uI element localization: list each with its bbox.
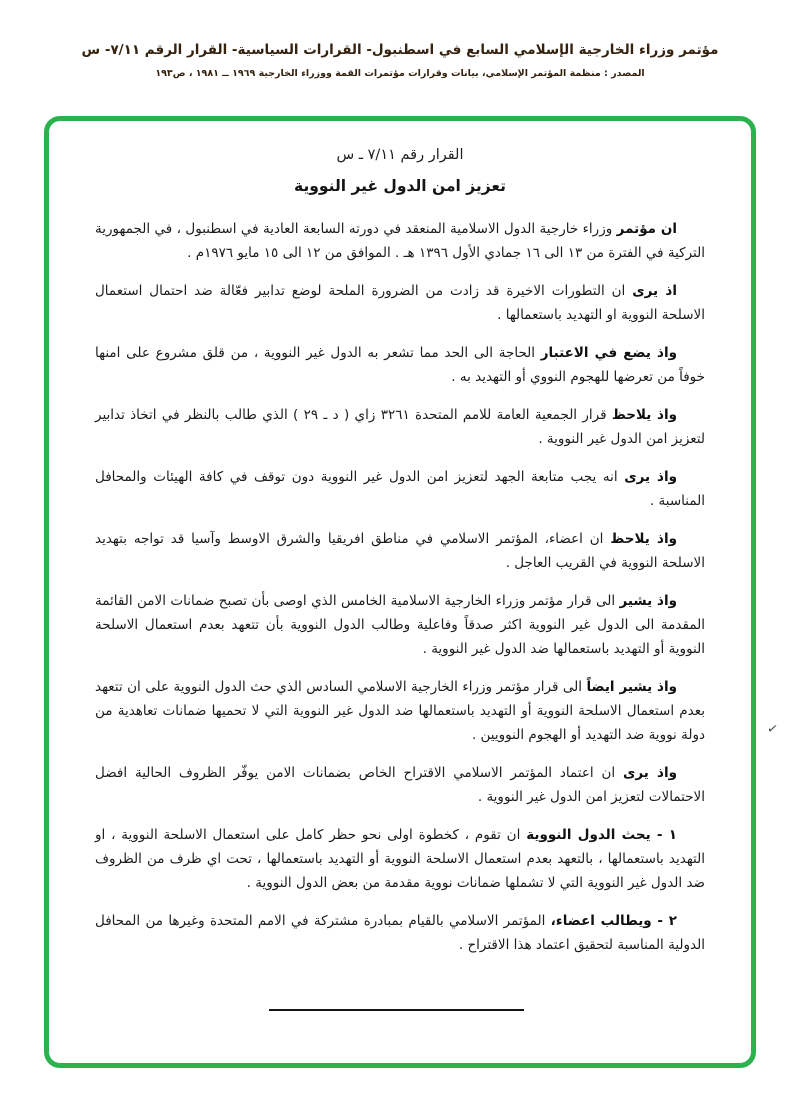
paragraph-clause <box>95 279 705 327</box>
document-body <box>95 147 705 971</box>
margin-check-mark: ✓ <box>765 721 780 738</box>
paragraph-text: ان تقوم ، كخطوة اولى نحو حظر كامل على استعمال الاسلحة النووية ، او التهديد باستعمالها ، بالتعهد بعدم استعمال الاسلحة النووية أو التهديد باستعمالها ، تحت اي ظرف من الظروف ضد الدول غير النووية التي لا تشملها ضمانات نووية مقدمة من بعض الدول النووية . <box>95 827 705 891</box>
end-divider-line <box>269 1009 524 1011</box>
document-header <box>60 40 740 79</box>
paragraph-clause <box>95 403 705 451</box>
paragraph-lead: واذ يضع في الاعتبار <box>540 345 677 361</box>
header-source-line: المصدر : منظمة المؤتمر الإسلامي، بيانات وقرارات مؤتمرات القمة ووزراء الخارجية ١٩٦٩ ــ ١٩٨١ ، ص١٩٣ <box>155 68 645 79</box>
paragraph-lead: واذ يرى <box>622 765 677 781</box>
paragraph-clause <box>95 527 705 575</box>
paragraph-preamble <box>95 217 705 265</box>
paragraph-lead: واذ يلاحظ <box>610 531 677 547</box>
paragraph-text: ان اعضاء، المؤتمر الاسلامي في مناطق افريقيا والشرق الاوسط وآسيا قد تواجه بتهديد الاسلحة النووية في القريب العاجل . <box>95 531 705 571</box>
paragraph-lead: ان مؤتمر <box>616 221 677 237</box>
paragraph-text: ان التطورات الاخيرة قد زادت من الضرورة الملحة لوضع تدابير فعّالة ضد احتمال استعمال الاسلحة النووية او التهديد باستعمالها . <box>95 283 705 323</box>
paragraph-text: المؤتمر الاسلامي بالقيام بمبادرة مشتركة في الامم المتحدة وغيرها من المحافل الدولية المناسبة لتحقيق اعتماد هذا الاقتراح . <box>95 913 705 953</box>
paragraph-text: قرار الجمعية العامة للامم المتحدة ٣٢٦١ زاي ( د ـ ٢٩ ) الذي طالب بالنظر في اتخاذ تدابير لتعزيز امن الدول غير النووية . <box>95 407 705 447</box>
paragraph-clause <box>95 761 705 809</box>
resolution-subject-title: تعزيز امن الدول غير النووية <box>294 177 506 195</box>
paragraph-lead: واذ يشير <box>619 593 677 609</box>
green-border-frame <box>44 116 756 1068</box>
paragraph-lead: واذ يشير ايضاً <box>586 679 677 695</box>
paragraph-clause <box>95 341 705 389</box>
paragraph-operative-1 <box>95 823 705 895</box>
paragraph-lead: واذ يلاحظ <box>611 407 678 423</box>
paragraph-lead: واذ يرى <box>624 469 677 485</box>
header-title: مؤتمر وزراء الخارجية الإسلامي السابع في اسطنبول- القرارات السياسية- القرار الرقم ٧/١١- س <box>81 42 719 58</box>
resolution-number-title: القرار رقم ٧/١١ ـ س <box>336 147 464 163</box>
paragraph-text: انه يجب متابعة الجهد لتعزيز امن الدول غير النووية دون توقف في كافة الهيئات والمحافل المناسبة . <box>95 469 705 509</box>
paragraph-text: الحاجة الى الحد مما تشعر به الدول غير النووية ، من قلق مشروع على امنها خوفاً من تعرضها للهجوم النووي أو التهديد به . <box>95 345 705 385</box>
paragraph-lead: اذ يرى <box>632 283 677 299</box>
paragraph-clause <box>95 675 705 747</box>
paragraph-text: الى قرار مؤتمر وزراء الخارجية الاسلامية الخامس الذي اوصى بأن تصبح ضمانات الامن القائمة المقدمة الى الدول غير النووية اكثر صدقاً وفاعلية وطالب الدول النووية بأن تتعهد بعدم استعمال الاسلحة النووية أو التهديد باستعمالها ضد الدول غير النووية . <box>95 593 705 657</box>
paragraph-text: ان اعتماد المؤتمر الاسلامي الاقتراح الخاص بضمانات الامن يوفّر الظروف الحالية افضل الاحتمالات لتعزيز امن الدول غير النووية . <box>95 765 705 805</box>
paragraph-lead: ١ - يحث الدول النووية <box>526 827 678 843</box>
paragraph-operative-2 <box>95 909 705 957</box>
paragraph-text: وزراء خارجية الدول الاسلامية المنعقد في دورته السابعة العادية في اسطنبول ، في الجمهورية التركية في الفترة من ١٣ الى ١٦ جمادي الأول ١٣٩٦ هـ . الموافق من ١٢ الى ١٥ مايو ١٩٧٦م . <box>95 221 705 261</box>
paragraph-clause <box>95 465 705 513</box>
paragraph-lead: ٢ - ويطالب اعضاء، <box>550 913 678 929</box>
paragraph-text: الى قرار مؤتمر وزراء الخارجية الاسلامي السادس الذي حث الدول النووية على ان تتعهد بعدم استعمال الاسلحة النووية أو التهديد باستعمالها ضد الدول غير النووية التي لا تحميها ضمانات تعاهدية من دولة نووية ضد التهديد أو الهجوم النوويين . <box>95 679 705 743</box>
paragraph-clause <box>95 589 705 661</box>
